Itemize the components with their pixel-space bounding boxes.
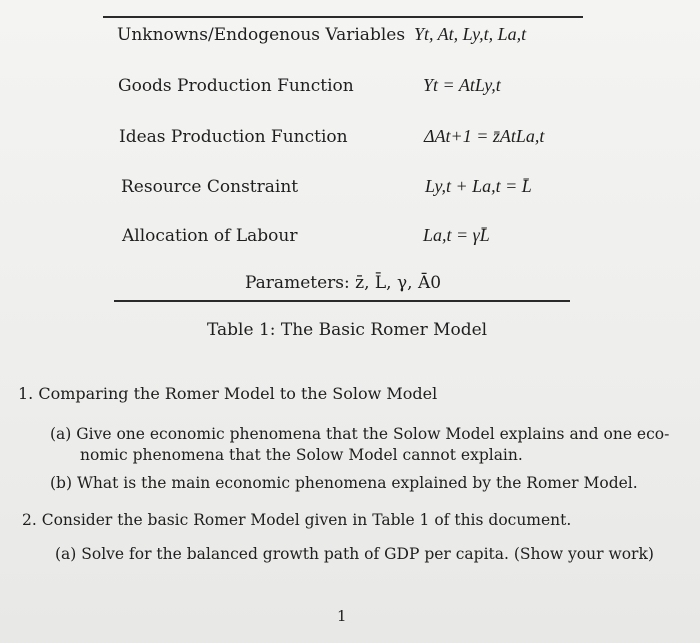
row-label-unknowns: Unknowns/Endogenous Variables (117, 25, 406, 45)
row-label-allocation-labour: Allocation of Labour (122, 226, 298, 246)
question-2-title: 2. Consider the basic Romer Model given in Table 1 of this document. (22, 511, 572, 529)
page-number: 1 (337, 607, 347, 625)
row-expr-goods-production: Yt = AtLy,t (423, 75, 501, 95)
table-top-rule (103, 16, 583, 18)
row-expr-unknowns: Yt, At, Ly,t, La,t (414, 24, 527, 44)
question-1a-line1: (a) Give one economic phenomena that the Solow Model explains and one eco- (50, 425, 670, 443)
row-label-goods-production: Goods Production Function (118, 76, 354, 96)
table-parameters: Parameters: z̄, L̄, γ, Ā0 (245, 273, 442, 293)
question-2a: (a) Solve for the balanced growth path of GDP per capita. (Show your work) (55, 545, 654, 563)
row-label-ideas-production: Ideas Production Function (119, 127, 348, 147)
question-1a-line2: nomic phenomena that the Solow Model cannot explain. (80, 446, 523, 464)
row-expr-ideas-production: ΔAt+1 = z̄AtLa,t (424, 126, 545, 146)
table-bottom-rule (114, 300, 570, 302)
row-expr-resource-constraint: Ly,t + La,t = L̄ (425, 176, 532, 196)
row-expr-allocation-labour: La,t = γL̄ (423, 225, 490, 245)
question-1b: (b) What is the main economic phenomena explained by the Romer Model. (50, 474, 638, 492)
row-label-resource-constraint: Resource Constraint (121, 177, 299, 197)
table-caption: Table 1: The Basic Romer Model (207, 320, 488, 340)
question-1-title: 1. Comparing the Romer Model to the Solow Model (18, 384, 438, 403)
